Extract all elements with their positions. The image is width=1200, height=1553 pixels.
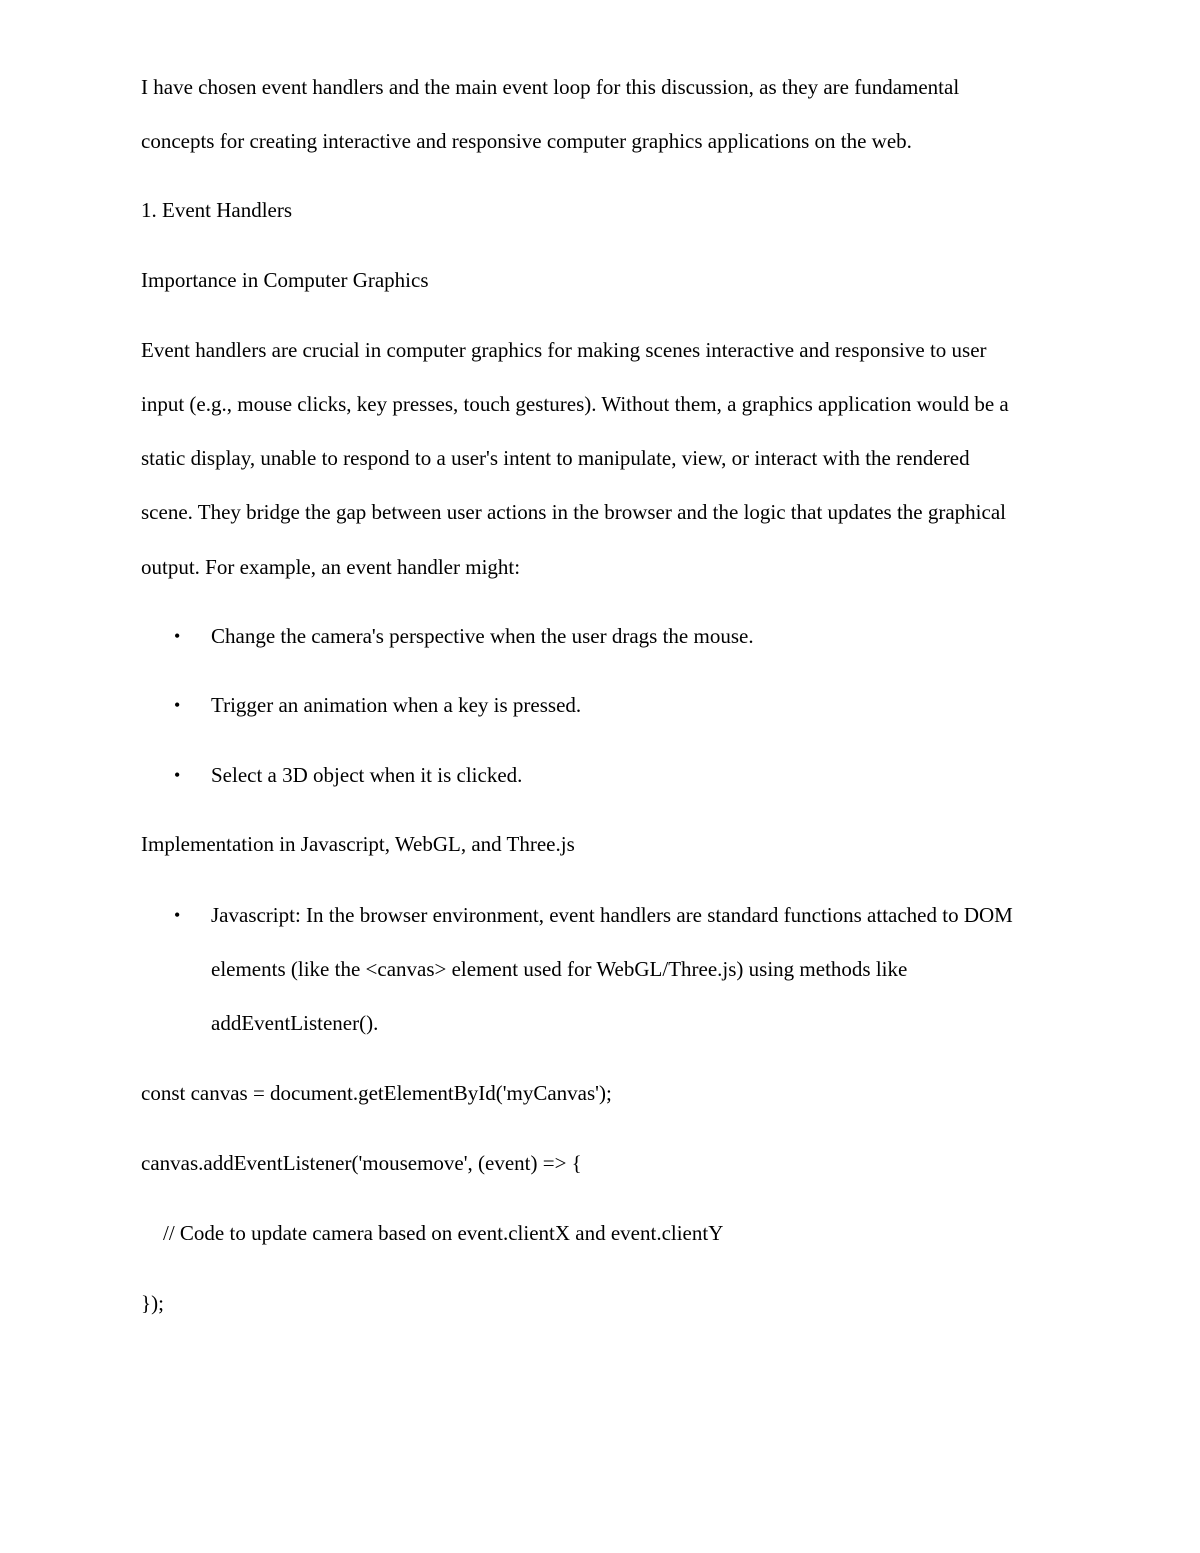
bullet-icon: • bbox=[174, 695, 181, 715]
paragraph-line: input (e.g., mouse clicks, key presses, touch gestures). Without them, a graphics application would be a bbox=[141, 392, 1009, 416]
intro-line-1: I have chosen event handlers and the main event loop for this discussion, as they are fundamental bbox=[141, 75, 960, 99]
bullet-icon: • bbox=[174, 765, 181, 785]
list-item: Select a 3D object when it is clicked. bbox=[211, 763, 523, 787]
code-line: const canvas = document.getElementById('myCanvas'); bbox=[141, 1081, 612, 1105]
subheading-importance: Importance in Computer Graphics bbox=[141, 268, 429, 292]
code-comment-line: // Code to update camera based on event.clientX and event.clientY bbox=[163, 1221, 724, 1245]
section-heading-event-handlers: 1. Event Handlers bbox=[141, 198, 293, 222]
list-item: Change the camera's perspective when the user drags the mouse. bbox=[211, 624, 754, 648]
code-line: canvas.addEventListener('mousemove', (event) => { bbox=[141, 1151, 582, 1175]
subheading-implementation: Implementation in Javascript, WebGL, and Three.js bbox=[141, 832, 575, 856]
list-item-line: Javascript: In the browser environment, event handlers are standard functions attached to DOM bbox=[211, 903, 1013, 927]
list-item: Trigger an animation when a key is pressed. bbox=[211, 693, 582, 717]
bullet-icon: • bbox=[174, 905, 181, 925]
list-item-line: addEventListener(). bbox=[211, 1011, 379, 1035]
paragraph-line: output. For example, an event handler might: bbox=[141, 555, 521, 579]
list-item-line: elements (like the <canvas> element used for WebGL/Three.js) using methods like bbox=[211, 957, 908, 981]
bullet-icon: • bbox=[174, 626, 181, 646]
paragraph-line: static display, unable to respond to a user's intent to manipulate, view, or interact with the rendered bbox=[141, 446, 970, 470]
paragraph-line: scene. They bridge the gap between user actions in the browser and the logic that updates the graphical bbox=[141, 500, 1006, 524]
paragraph-line: Event handlers are crucial in computer graphics for making scenes interactive and responsive to user bbox=[141, 338, 987, 362]
intro-line-2: concepts for creating interactive and responsive computer graphics applications on the web. bbox=[141, 129, 912, 153]
code-line: }); bbox=[141, 1291, 164, 1315]
